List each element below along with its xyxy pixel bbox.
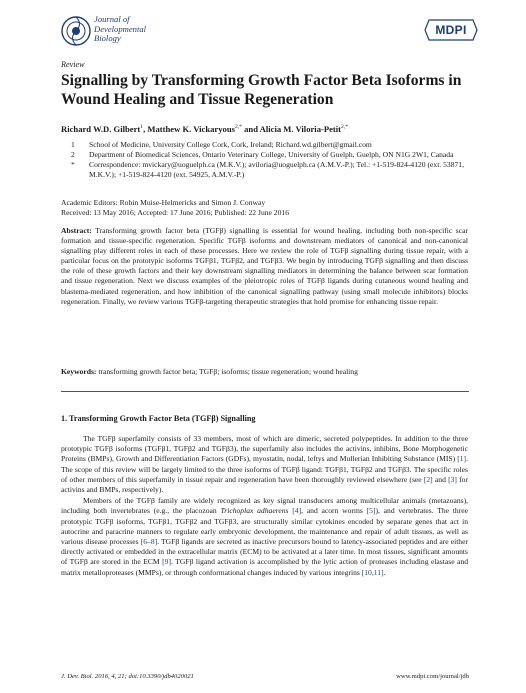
journal-name: [94, 15, 146, 44]
author-2: , Matthew K. Vickaryous: [143, 124, 235, 134]
text-run: .: [383, 567, 386, 577]
citation-link[interactable]: [1]: [457, 454, 467, 464]
text-run: ), and vertebrates. The three prototypic TGFβ isoforms, TGFβ1, TGFβ2 and TGFβ3, are structurally similar cytokines encoded by separate genes that act in autocrine and paracrine manners to regulate early embryonic development, the maintenance and repair of adult tissues, as well as various disease processes: [61, 506, 468, 547]
affiliation-2: [61, 150, 481, 160]
article-type: Review: [61, 60, 85, 69]
journal-name-line2: Developmental: [94, 23, 147, 34]
footer-url[interactable]: www.mdpi.com/journal/jdb: [396, 673, 469, 680]
article-title: Signalling by Transforming Growth Factor Beta Isoforms in Wound Healing and Tissue Regeneration: [61, 72, 462, 108]
affiliation-mark: 2: [71, 150, 75, 159]
affiliation-mark: 1: [71, 140, 75, 149]
text-run: The TGFβ superfamily consists of 33 members, most of which are dimeric, secreted polypeptides. In addition to the three prototypic TGFβ isoforms (TGFβ1, TGFβ2 and TGFβ3), the superfamily also includes the activins, inhibins, Bone Morphogenetic Proteins (BMPs), Growth and Differentiation Factors (GDFs), myostatin, nodal, leftys and Mullerian Inhibiting Substance (MIS): [61, 434, 468, 464]
author-1: Richard W.D. Gilbert: [61, 124, 141, 134]
species-name: Trichoplax adhaerens: [220, 506, 289, 516]
section-1-heading: 1. Transforming Growth Factor Beta (TGFβ) Signalling: [61, 414, 256, 423]
author-1-affil: 1: [140, 124, 144, 131]
journal-name-line3: Biology: [94, 33, 121, 43]
text-run: . The scope of this review will be largely limited to the three isoforms of TGFβ ligand: TGFβ1, TGFβ2 and TGFβ3. The specific roles of other members of this superfamily in tissue repair and regeneration have been thoroughly reviewed elsewhere (see: [61, 454, 468, 484]
affiliation-1: [61, 140, 481, 150]
text-run: Members of the TGFβ family are widely recognized as key signal transducers among multicellular animals (metazoans), including both invertebrates (e.g., the placozoan: [61, 496, 468, 516]
publisher-logo: [423, 16, 479, 44]
affiliation-text: Department of Biomedical Sciences, Ontario Veterinary College, University of Guelph, Guelph, ON N1G 2W1, Canada: [89, 150, 454, 159]
author-3-affil: 2,*: [341, 124, 349, 131]
publication-dates: Received: 13 May 2016; Accepted: 17 June 2016; Published: 22 June 2016: [61, 208, 289, 217]
keywords: [61, 367, 468, 377]
affiliations: [61, 140, 481, 180]
abstract-text: Transforming growth factor beta (TGFβ) signalling is essential for wound healing, including both non-specific scar formation and tissue-specific regeneration. Specific TGFβ isoforms and downstream mediators of canonical and non-canonical signalling play different roles in each of these processes. Here we review the role of TGFβ signalling during tissue repair, with a particular focus on the prototypic isoforms TGFβ1, TGFβ2, and TGFβ3. We begin by introducing TGFβ signalling and then discuss the role of these growth factors and their key downstream signalling mediators in determining the balance between scar formation and tissue regeneration. Next we discuss examples of the pleiotropic roles of TGFβ ligands during cutaneous wound healing and blastema-mediated regeneration, and how inhibition of the canonical signalling pathway (using small molecule inhibitors) blocks regeneration. Finally, we review various TGFβ-targeting therapeutic strategies that hold promise for enhancing tissue repair.: [61, 226, 468, 306]
affiliation-text: School of Medicine, University College Cork, Cork, Ireland; Richard.wd.gilbert@gmail.com: [89, 140, 372, 149]
text-run: . TGFβ ligand activation is accomplished by the lytic action of proteases including elastase and matrix metalloproteases (MMPs), or through conformational changes induced by various integrins: [61, 557, 468, 577]
author-list: [61, 124, 348, 134]
citation-link[interactable]: [6–8]: [140, 537, 158, 547]
section-divider: [61, 391, 469, 392]
author-2-affil: 2,*: [234, 124, 242, 131]
citation-link[interactable]: [3]: [448, 474, 457, 484]
citation-link[interactable]: [4]: [292, 506, 302, 516]
affiliation-mark: *: [71, 160, 75, 169]
abstract-label: Abstract:: [61, 226, 92, 235]
editorial-info: [61, 198, 289, 218]
abstract: [61, 226, 468, 307]
footer-citation: J. Dev. Biol. 2016, 4, 21; doi:10.3390/jdb4020021: [61, 673, 194, 680]
journal-logo-icon: [61, 14, 91, 48]
academic-editors: Academic Editors: Robin Muise-Helmericks and Simon J. Conway: [61, 198, 266, 207]
correspondence: [61, 160, 481, 180]
citation-link[interactable]: [2]: [423, 474, 433, 484]
section-1-body: [61, 434, 468, 579]
text-run: and: [432, 474, 449, 484]
citation-link[interactable]: [5]: [366, 506, 376, 516]
citation-link[interactable]: [9]: [162, 557, 171, 567]
author-3: and Alicia M. Viloria-Petit: [241, 124, 342, 134]
paragraph-2: [61, 496, 468, 578]
text-run: . TGFβ ligands are secreted as inactive precursors bound to latency-associated peptides and are either directly activated or embedded in the extracellular matrix (ECM) to be activated at a later time. In most tissues, significant amounts of TGFβ are stored in the ECM: [61, 537, 469, 567]
correspondence-text: Correspondence: mvickary@uoguelph.ca (M.K.V.); aviloria@uoguelph.ca (A.M.V.-P.); Tel.: +1-519-824-4120 (ext. 53871, M.K.V.); +1-519-824-4120 (ext. 54925, A.M.V.-P.): [89, 160, 464, 179]
paragraph-1: [61, 434, 468, 495]
citation-link[interactable]: [10,11]: [361, 567, 384, 577]
journal-name-line1: Journal of: [94, 14, 130, 24]
text-run: for activins and BMPs, respectively).: [61, 474, 468, 495]
keywords-label: Keywords:: [61, 367, 97, 376]
publisher-name: MDPI: [435, 23, 467, 37]
text-run: , and acorn worms: [301, 506, 367, 516]
keywords-text: transforming growth factor beta; TGFβ; isoforms; tissue regeneration; wound healing: [98, 367, 358, 376]
